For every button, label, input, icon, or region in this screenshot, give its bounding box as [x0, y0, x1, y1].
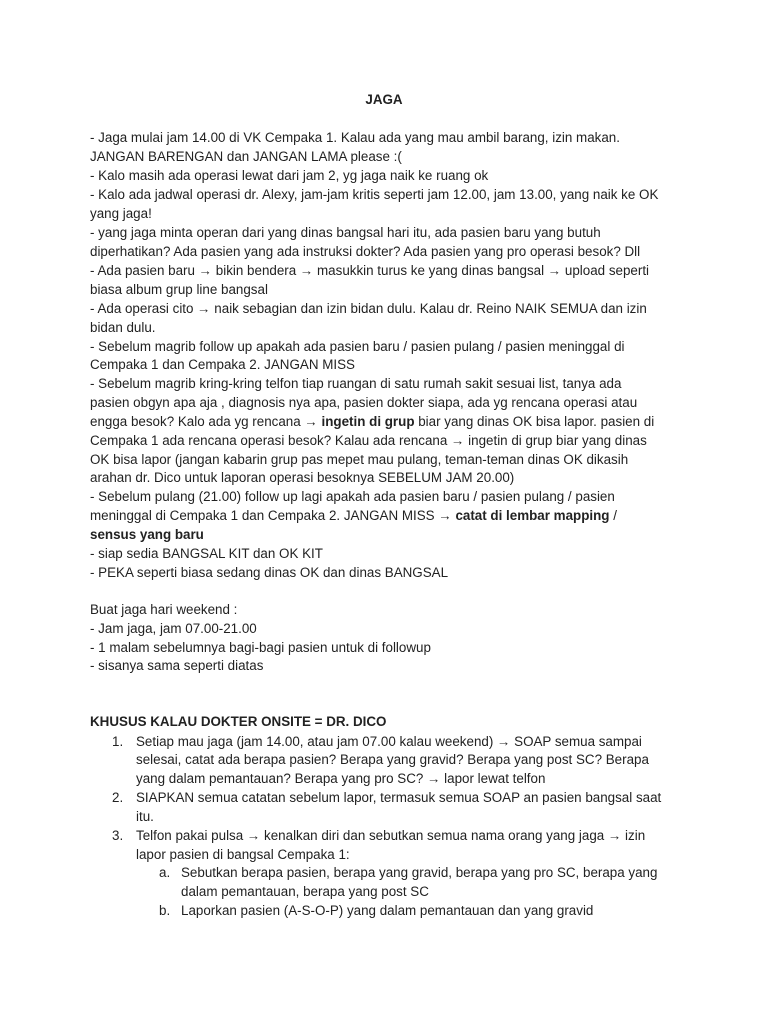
list-item-line: Setiap mau jaga (jam 14.00, atau jam 07.00 kalau weekend) → SOAP semua sampai [136, 734, 642, 749]
body-line-mixed [90, 507, 617, 525]
sublist-letter: a. [159, 865, 171, 880]
body-line: - Sebelum pulang (21.00) follow up lagi apakah ada pasien baru / pasien pulang / pasien [90, 489, 615, 504]
list-number: 1. [112, 734, 124, 749]
body-line: - siap sedia BANGSAL KIT dan OK KIT [90, 546, 323, 561]
text-segment: meninggal di Cempaka 1 dan Cempaka 2. JANGAN MISS → [90, 508, 456, 523]
list-item-line: SIAPKAN semua catatan sebelum lapor, termasuk semua SOAP an pasien bangsal saat [136, 790, 662, 805]
body-line: JANGAN BARENGAN dan JANGAN LAMA please :( [90, 149, 402, 164]
weekend-line: - Jam jaga, jam 07.00-21.00 [90, 621, 257, 636]
body-line: yang jaga! [90, 206, 152, 221]
body-line: pasien obgyn apa aja , diagnosis nya apa, pasien dokter siapa, ada yg rencana operasi atau [90, 395, 638, 410]
body-line: OK bisa lapor (jangan kabarin grup pas mepet mau pulang, teman-teman dinas OK dikasih [90, 452, 629, 467]
body-line: - Kalo masih ada operasi lewat dari jam 2, yg jaga naik ke ruang ok [90, 168, 489, 183]
body-line: biasa album grup line bangsal [90, 282, 268, 297]
body-line: - Jaga mulai jam 14.00 di VK Cempaka 1. Kalau ada yang mau ambil barang, izin makan. [90, 130, 620, 145]
sublist-letter: b. [159, 903, 171, 918]
list-item-line: lapor pasien di bangsal Cempaka 1: [136, 847, 350, 862]
body-line: - Ada operasi cito → naik sebagian dan izin bidan dulu. Kalau dr. Reino NAIK SEMUA dan izin [90, 301, 647, 316]
list-item-line: yang dalam pemantauan? Berapa yang pro SC? → lapor lewat telfon [136, 771, 546, 786]
body-line: - Sebelum magrib kring-kring telfon tiap ruangan di satu rumah sakit sesuai list, tanya ada [90, 376, 622, 391]
body-line: arahan dr. Dico untuk laporan operasi besoknya SEBELUM JAM 20.00) [90, 470, 515, 485]
body-line: - Kalo ada jadwal operasi dr. Alexy, jam-jam kritis seperti jam 12.00, jam 13.00, yang naik ke OK [90, 187, 659, 202]
text-segment: biar yang dinas OK bisa lapor. pasien di [414, 414, 655, 429]
bold-segment: catat di lembar mapping [455, 508, 610, 523]
body-line: - PEKA seperti biasa sedang dinas OK dan dinas BANGSAL [90, 565, 449, 580]
text-segment: engga besok? Kalo ada yg rencana → [90, 414, 322, 429]
sublist-item-line: Sebutkan berapa pasien, berapa yang gravid, berapa yang pro SC, berapa yang [181, 865, 658, 880]
weekend-line: - 1 malam sebelumnya bagi-bagi pasien untuk di followup [90, 640, 431, 655]
list-item-line: selesai, catat ada berapa pasien? Berapa yang gravid? Berapa yang post SC? Berapa [136, 752, 649, 767]
body-line: - Sebelum magrib follow up apakah ada pasien baru / pasien pulang / pasien meninggal di [90, 339, 625, 354]
weekend-line: - sisanya sama seperti diatas [90, 658, 264, 673]
doc-title: JAGA [365, 92, 403, 107]
body-line: diperhatikan? Ada pasien yang ada instruksi dokter? Ada pasien yang pro operasi besok? Dll [90, 244, 641, 259]
sublist-item-line: dalam pemantauan, berapa yang post SC [181, 884, 429, 899]
bold-segment: ingetin di grup [321, 414, 415, 429]
body-line: bidan dulu. [90, 320, 156, 335]
khusus-heading: KHUSUS KALAU DOKTER ONSITE = DR. DICO [90, 714, 387, 729]
body-line: Cempaka 1 dan Cempaka 2. JANGAN MISS [90, 357, 355, 372]
body-line-mixed [90, 413, 654, 431]
weekend-heading: Buat jaga hari weekend : [90, 602, 238, 617]
body-line: - yang jaga minta operan dari yang dinas bangsal hari itu, ada pasien baru yang butuh [90, 225, 601, 240]
list-item-line: itu. [136, 809, 154, 824]
list-number: 3. [112, 828, 124, 843]
sublist-item-line: Laporkan pasien (A-S-O-P) yang dalam pemantauan dan yang gravid [181, 903, 594, 918]
text-segment: / [609, 508, 617, 523]
list-item-line: Telfon pakai pulsa → kenalkan diri dan sebutkan semua nama orang yang jaga → izin [136, 828, 646, 843]
body-line: Cempaka 1 ada rencana operasi besok? Kalau ada rencana → ingetin di grup biar yang dinas [90, 433, 647, 448]
bold-line: sensus yang baru [90, 527, 204, 542]
list-number: 2. [112, 790, 124, 805]
body-line: - Ada pasien baru → bikin bendera → masukkin turus ke yang dinas bangsal → upload seperti [90, 263, 650, 278]
